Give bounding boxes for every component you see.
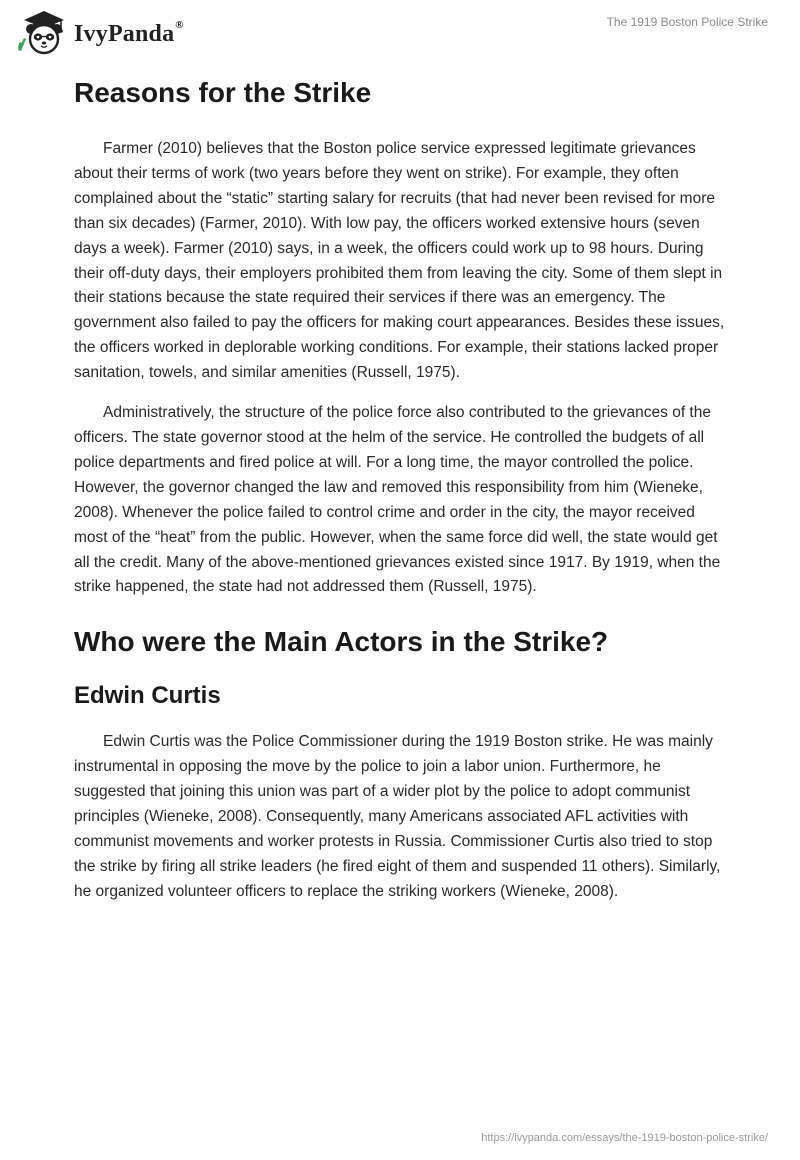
source-url[interactable]: https://ivypanda.com/essays/the-1919-boston-police-strike/: [481, 1132, 768, 1144]
brand-logo[interactable]: [14, 8, 184, 58]
brand-name: IvyPanda®: [74, 18, 184, 47]
paragraph: Edwin Curtis was the Police Commissioner during the 1919 Boston strike. He was mainly instrumental in opposing the move by the police to join a labor union. Furthermore, he suggested that joining this union was part of a wider plot by the police to adopt communist principles (Wieneke, 2008). Consequently, many Americans associated AFL activities with communist movements and worker protests in Russia. Commissioner Curtis also tried to stop the strike by firing all strike leaders (he fired eight of them and suspended 11 others). Similarly, he organized volunteer officers to replace the striking workers (Wieneke, 2008).: [74, 733, 721, 900]
registered-mark: ®: [175, 18, 184, 31]
section-heading-actors: Who were the Main Actors in the Strike?: [74, 626, 609, 658]
subheading-edwin-curtis: Edwin Curtis: [74, 682, 221, 710]
paragraph: Farmer (2010) believes that the Boston police service expressed legitimate grievances about their terms of work (two years before they went on strike). For example, they often complained about the “static” starting salary for recruits (that had never been revised for more than six decades) (Farmer, 2010). With low pay, the officers worked extensive hours (seven days a week). Farmer (2010) says, in a week, the officers could work up to 98 hours. During their off-duty days, their employers prohibited them from leaving the city. Some of them slept in their stations because the state required their services if there was an emergency. The government also failed to pay the officers for making court appearances. Besides these issues, the officers worked in deplorable working conditions. For example, their stations lacked proper sanitation, towels, and similar amenities (Russell, 1975).: [74, 140, 725, 382]
panda-graduate-logo-icon: [14, 8, 70, 58]
document-title: The 1919 Boston Police Strike: [606, 15, 768, 29]
article-body: [74, 72, 730, 905]
page-header: [0, 0, 800, 66]
paragraph: Administratively, the structure of the police force also contributed to the grievances of the officers. The state governor stood at the helm of the service. He controlled the budgets of all police departments and fired police at will. For a long time, the mayor controlled the police. However, the governor changed the law and removed this responsibility from him (Wieneke, 2008). Whenever the police failed to control crime and order in the city, the mayor received most of the “heat” from the public. However, when the same force did well, the state would get all the credit. Many of the above-mentioned grievances existed since 1917. By 1919, when the strike happened, the state had not addressed them (Russell, 1975).: [74, 404, 721, 596]
section-heading-reasons: Reasons for the Strike: [74, 77, 372, 108]
